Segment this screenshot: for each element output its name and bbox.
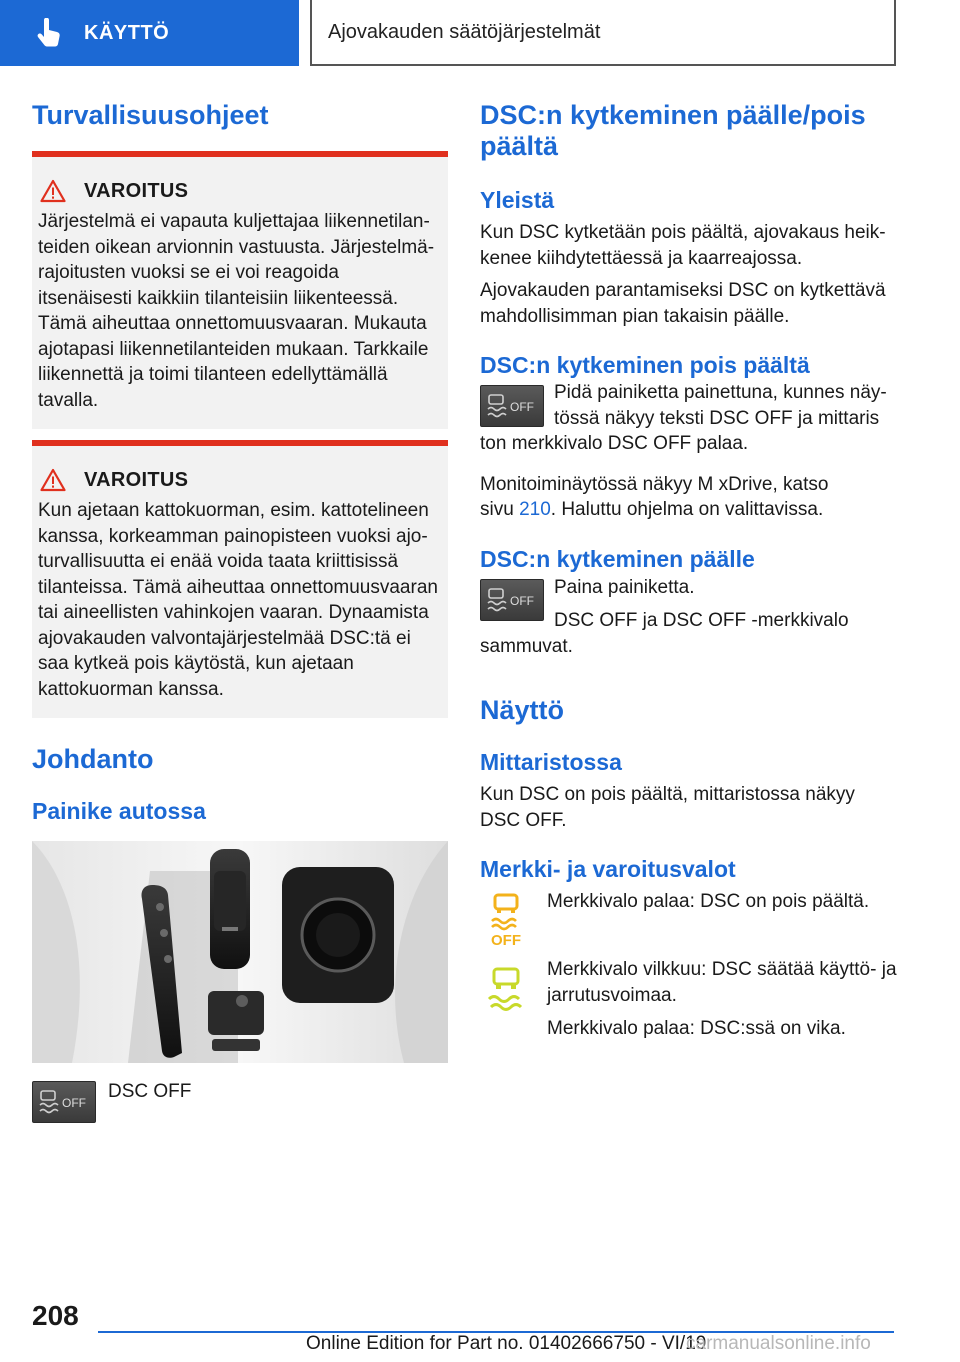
dsc-off-subheading: DSC:n kytkeminen pois päältä [480, 352, 810, 378]
dsc-off-button-icon [480, 579, 544, 621]
display-heading: Näyttö [480, 695, 565, 725]
dsc-on-text-2: DSC OFF ja DSC OFF -merkkivalo [554, 610, 849, 631]
dsc-off-button-icon [480, 385, 544, 427]
warning-text-2: Kun ajetaan kattokuorman, esim. kattotelineen kanssa, korkeamman painopisteen vuoksi ajoturvallisuutta ei enää voida taata kriittisissä tilanteissa. Tämä aiheuttaa onnettomuusvaaran tai aineellisten vahinkojen vaaran. Dynaamista ajovakauden valvontajärjestelmää DSC:tä ei saa kytkeä pois käytöstä, kun ajetaan kattokuorman kanssa. [38, 500, 438, 700]
dsc-off-caption: DSC OFF [108, 1081, 192, 1102]
off-label: OFF [510, 400, 534, 414]
watermark: carmanualsonline.info [686, 1333, 871, 1354]
safety-heading: Turvallisuusohjeet [32, 100, 269, 130]
dsc-off-text-1: Pidä painiketta painettuna, kunnes näytössä näkyy teksti DSC OFF ja mittaris [554, 382, 887, 429]
dsc-on-instruction [480, 576, 900, 634]
warning-box-2 [32, 440, 448, 718]
chapter-title: Ajovakauden säätöjärjestelmät [310, 0, 896, 66]
off-label: OFF [62, 1096, 86, 1110]
dsc-on-subheading: DSC:n kytkeminen päälle [480, 545, 755, 572]
warning-triangle-icon [40, 179, 66, 203]
intro-heading: Johdanto [32, 744, 154, 774]
lamp-off-label: OFF [491, 932, 521, 949]
lamp2-text-2: Merkkivalo palaa: DSC:ssä on vika. [547, 1018, 846, 1039]
warning-title-2: VAROITUS [84, 468, 189, 491]
dsc-toggle-heading: DSC:n kytkeminen päälle/pois päältä [480, 100, 866, 161]
lamp-row-2 [480, 961, 900, 1042]
button-subheading: Painike autossa [32, 798, 206, 824]
lamp1-text: Merkkivalo palaa: DSC on pois päältä. [547, 891, 870, 912]
dsc-off-button-icon [32, 1081, 96, 1123]
dsc-off-instruction [480, 382, 900, 431]
warning-box-1 [32, 151, 448, 429]
page-reference-link[interactable]: 210 [519, 499, 551, 520]
page-number: 208 [32, 1300, 79, 1331]
section-tab [0, 0, 299, 66]
dsc-off-button-row [32, 1081, 448, 1123]
general-paragraph-1: Kun DSC kytketään pois päältä, ajovakaus heikkenee kiihdytettäessä ja kaarreajossa. [480, 222, 886, 269]
warning-title-1: VAROITUS [84, 179, 189, 202]
lamp-row-1 [480, 891, 900, 953]
general-paragraph-2: Ajovakauden parantamiseksi DSC on kytkettävä mahdollisimman pian takaisin päälle. [480, 280, 886, 327]
hand-pointer-icon [34, 18, 64, 48]
edition-info: Online Edition for Part no. 01402666750 - VI/19 [306, 1333, 707, 1354]
lamps-subheading: Merkki- ja varoitusvalot [480, 856, 736, 882]
section-label: KÄYTTÖ [84, 21, 170, 44]
lamp2-text-1: Merkkivalo vilkkuu: DSC säätää käyttö- ja jarrutusvoimaa. [547, 959, 897, 1006]
dsc-on-text-1: Paina painiketta. [554, 576, 695, 598]
cluster-paragraph: Kun DSC on pois päältä, mittaristossa näkyy DSC OFF. [480, 784, 855, 831]
multifunction-paragraph: Monitoiminäytössä näkyy M xDrive, katso sivu 210. Haluttu ohjelma on valittavissa. [480, 473, 829, 520]
cluster-subheading: Mittaristossa [480, 749, 622, 775]
dsc-off-text-2: ton merkkivalo DSC OFF palaa. [480, 433, 749, 454]
center-console-photo [32, 841, 448, 1063]
left-column [32, 100, 448, 1123]
warning-triangle-icon [40, 468, 66, 492]
dsc-on-text-3: sammuvat. [480, 635, 573, 657]
warning-text-1: Järjestelmä ei vapauta kuljettajaa liikennetilanteiden oikean arvionnin vastuusta. Järjestelmärajoitusten vuoksi se ei voi reagoida itsenäisesti kaikkiin tilanteisiin liikenteessä. Tämä aiheuttaa onnettomuusvaaran. Mukauta ajotapasi liikennetilanteiden mukaan. Tarkkaile liikennettä ja toimi tilanteen edellyttämällä tavalla. [38, 211, 435, 411]
general-subheading: Yleistä [480, 187, 555, 213]
dsc-active-indicator-lamp-icon [480, 961, 532, 1023]
dsc-off-indicator-lamp-icon [480, 891, 532, 953]
off-label: OFF [510, 593, 534, 608]
right-column [480, 100, 900, 1042]
